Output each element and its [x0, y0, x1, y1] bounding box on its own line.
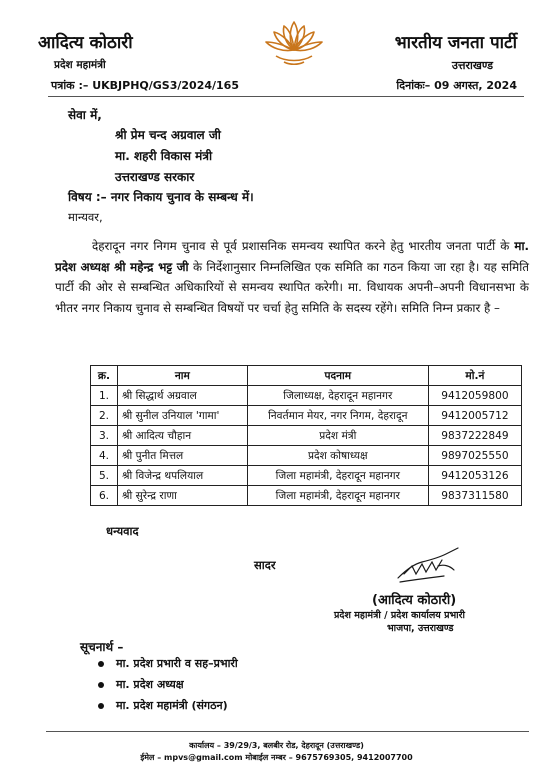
bullet-icon [98, 661, 104, 667]
cell-name: श्री सुनील उनियाल 'गामा' [118, 406, 248, 426]
signatory-name: (आदित्य कोठारी) [372, 593, 457, 608]
bullet-icon [98, 703, 104, 709]
date-value: 09 अगस्त, 2024 [434, 79, 517, 92]
cell-name: श्री आदित्य चौहान [118, 426, 248, 446]
cell-name: श्री सिद्धार्थ अग्रवाल [118, 386, 248, 406]
cell-mobile: 9837222849 [428, 426, 521, 446]
list-item [98, 674, 238, 695]
cell-name: श्री विजेन्द्र थपलियाल [118, 466, 248, 486]
copy-to-heading: सूचनार्थ – [80, 640, 124, 654]
cell-name: श्री सुरेन्द्र राणा [118, 486, 248, 506]
table-row [91, 466, 522, 486]
sender-designation: प्रदेश महामंत्री [54, 59, 106, 71]
col-name: नाम [118, 366, 248, 386]
list-item [98, 695, 238, 716]
header-divider [48, 96, 524, 97]
cell-serial: 5. [91, 466, 118, 486]
cell-serial: 1. [91, 386, 118, 406]
signatory-party: भाजपा, उत्तराखण्ड [387, 623, 454, 634]
reference-number [51, 78, 239, 93]
list-item-text: मा. प्रदेश अध्यक्ष [116, 678, 184, 691]
cell-mobile: 9837311580 [428, 486, 521, 506]
list-item [98, 653, 238, 674]
letter-date [396, 78, 517, 93]
cell-designation: निवर्तमान मेयर, नगर निगम, देहरादून [247, 406, 428, 426]
col-mobile: मो.नं [428, 366, 521, 386]
thanks-text: धन्यवाद [106, 524, 139, 538]
bullet-icon [98, 682, 104, 688]
date-label: दिनांकः– [396, 79, 431, 92]
signatory-designation: प्रदेश महामंत्री / प्रदेश कार्यालय प्रभारी [334, 610, 465, 621]
handwritten-signature-icon [392, 544, 462, 588]
cell-designation: प्रदेश मंत्री [247, 426, 428, 446]
cell-serial: 2. [91, 406, 118, 426]
footer-divider [46, 731, 529, 732]
footer-contact: ईमेल – mpvs@gmail.com मोबाईल नम्बर – 9675769305, 9412007700 [140, 753, 413, 762]
cell-mobile: 9412053126 [428, 466, 521, 486]
cell-mobile: 9412005712 [428, 406, 521, 426]
cell-designation: जिला महामंत्री, देहरादून महानगर [247, 486, 428, 506]
recipient-designation: मा. शहरी विकास मंत्री [115, 149, 213, 163]
cell-designation: प्रदेश कोषाध्यक्ष [247, 446, 428, 466]
party-name: भारतीय जनता पार्टी [394, 33, 517, 53]
cell-serial: 6. [91, 486, 118, 506]
col-designation: पदनाम [247, 366, 428, 386]
recipient-name: श्री प्रेम चन्द अग्रवाल जी [115, 128, 221, 142]
table-header-row [91, 366, 522, 386]
list-item-text: मा. प्रदेश प्रभारी व सह–प्रभारी [116, 657, 238, 670]
table-row [91, 486, 522, 506]
ref-value: UKBJPHQ/GS3/2024/165 [92, 79, 239, 92]
cell-mobile: 9412059800 [428, 386, 521, 406]
regards-text: सादर [254, 558, 276, 572]
table-row [91, 386, 522, 406]
table-row [91, 406, 522, 426]
body-part-2: के निर्देशानुसार निम्नलिखित एक समिति का गठन किया जा रहा है। यह समिति पार्टी की ओर से सम्बन्धित अधिकारियों से समन्वय स्थापित करेगी। मा. विधायक अपनी–अपनी विधानसभा के भीतर नगर निकाय चुनाव से सम्बन्धित विषयों पर चर्चा हेतु समिति के सदस्य रहेंगे। समिति निम्न प्रकार है – [55, 259, 530, 315]
cell-name: श्री पुनीत मित्तल [118, 446, 248, 466]
letter-salutation: मान्यवर, [68, 210, 103, 224]
copy-to-list [98, 653, 238, 716]
body-bold-name: मा. प्रदेश अध्यक्ष श्री महेन्द्र भट्ट जी [55, 239, 529, 274]
footer-address: कार्यालय – 39/29/3, बलबीर रोड, देहरादून (उत्तराखण्ड) [189, 741, 364, 750]
letter-subject: विषय :– नगर निकाय चुनाव के सम्बन्ध में। [68, 190, 254, 204]
party-state: उत्तराखण्ड [451, 59, 493, 72]
table-row [91, 446, 522, 466]
bjp-lotus-logo-icon [262, 16, 326, 68]
cell-serial: 4. [91, 446, 118, 466]
cell-designation: जिला महामंत्री, देहरादून महानगर [247, 466, 428, 486]
body-part-1: देहरादून नगर निगम चुनाव से पूर्व प्रशासनिक समन्वय स्थापित करने हेतु भारतीय जनता पार्टी के [92, 239, 515, 253]
cell-mobile: 9897025550 [428, 446, 521, 466]
ref-label: पत्रांक :– [51, 79, 89, 92]
cell-serial: 3. [91, 426, 118, 446]
list-item-text: मा. प्रदेश महामंत्री (संगठन) [116, 699, 228, 712]
sender-name: आदित्य कोठारी [38, 33, 133, 53]
recipient-government: उत्तराखण्ड सरकार [115, 170, 195, 184]
table-row [91, 426, 522, 446]
col-serial: क्र. [91, 366, 118, 386]
letter-body [55, 236, 529, 318]
committee-table [90, 365, 522, 506]
recipient-salutation: सेवा में, [68, 108, 102, 122]
cell-designation: जिलाध्यक्ष, देहरादून महानगर [247, 386, 428, 406]
